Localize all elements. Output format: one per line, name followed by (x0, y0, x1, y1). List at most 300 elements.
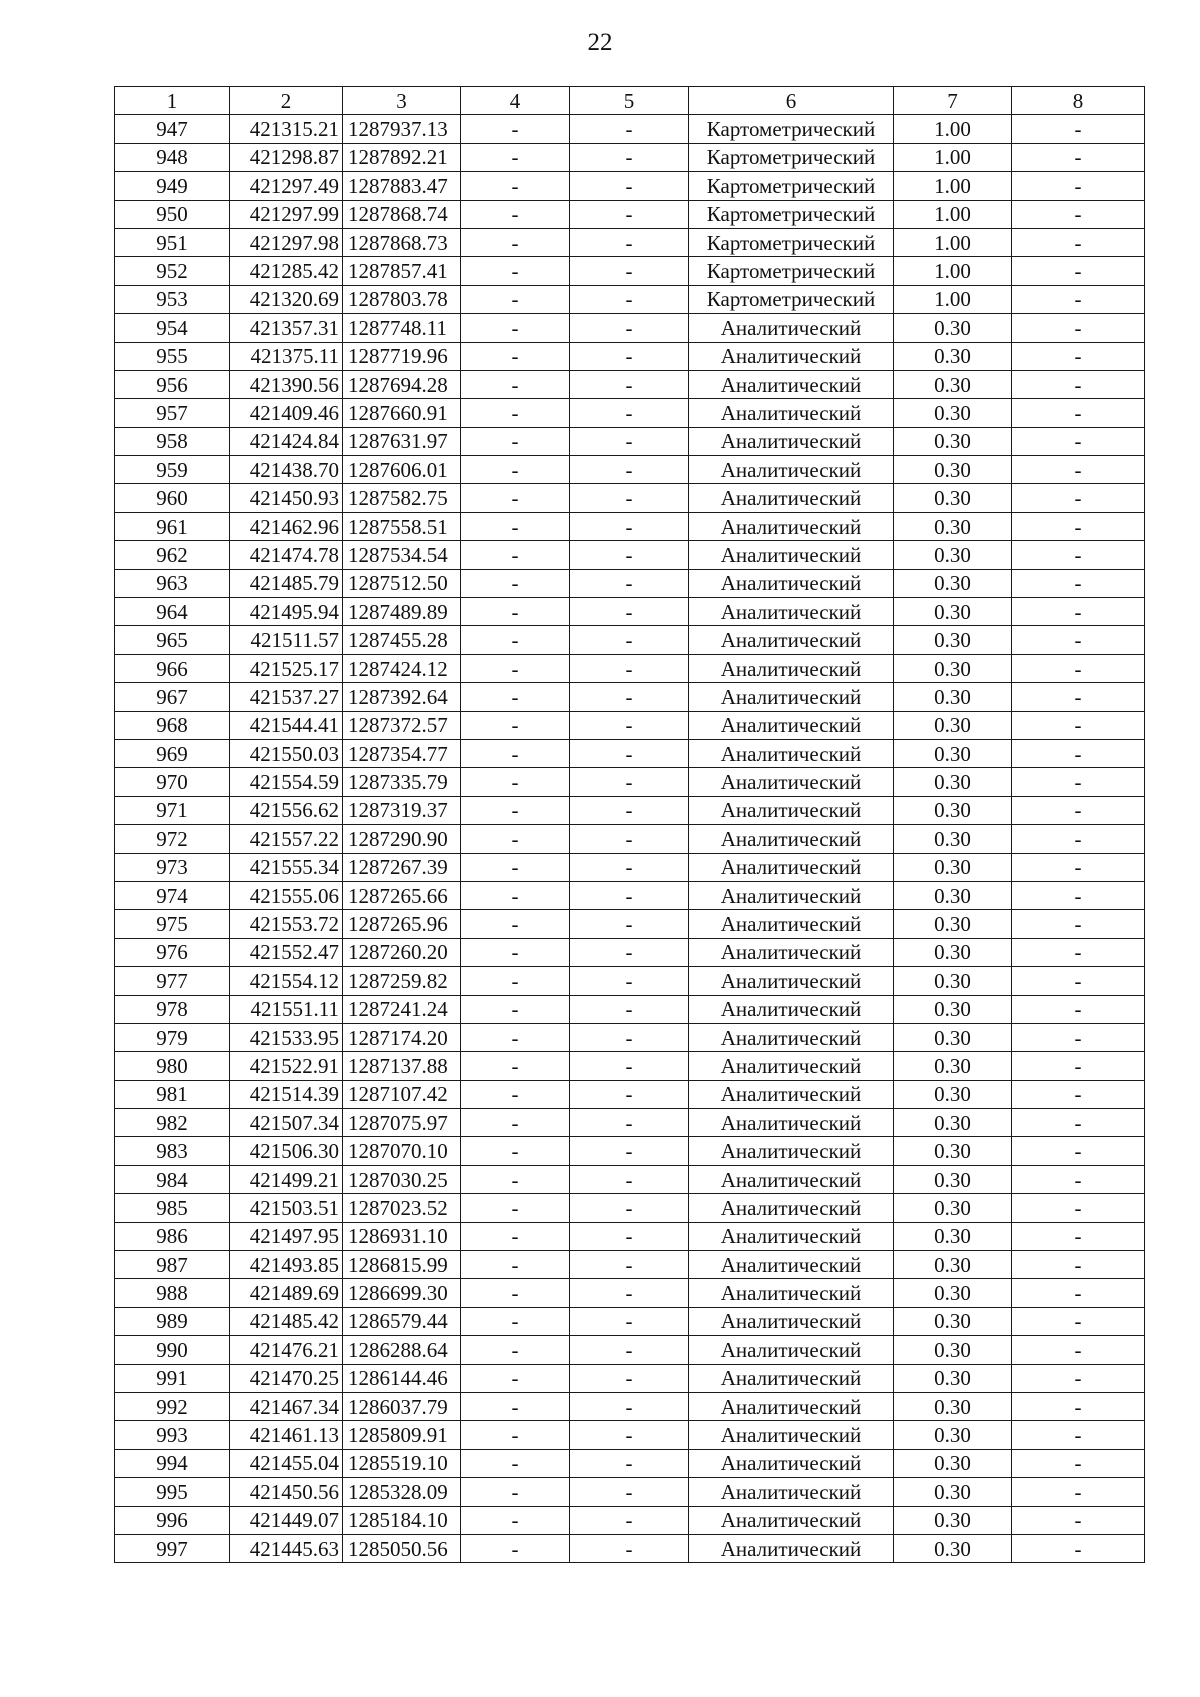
x-coordinate-cell: 421424.84 (230, 427, 343, 455)
point-number-cell: 962 (115, 541, 230, 569)
col5-cell: - (570, 285, 689, 313)
method-cell: Картометрический (689, 143, 894, 171)
col8-cell: - (1012, 1478, 1145, 1506)
accuracy-cell: 0.30 (894, 1364, 1012, 1392)
method-cell: Аналитический (689, 1478, 894, 1506)
col5-cell: - (570, 967, 689, 995)
point-number-cell: 993 (115, 1421, 230, 1449)
method-cell: Аналитический (689, 1165, 894, 1193)
col8-cell: - (1012, 1421, 1145, 1449)
col4-cell: - (461, 456, 570, 484)
method-cell: Аналитический (689, 796, 894, 824)
col8-cell: - (1012, 228, 1145, 256)
y-coordinate-cell: 1287372.57 (343, 711, 461, 739)
method-cell: Аналитический (689, 1137, 894, 1165)
column-header: 8 (1012, 87, 1145, 115)
coordinates-table (114, 86, 1145, 1563)
col5-cell: - (570, 1052, 689, 1080)
accuracy-cell: 0.30 (894, 825, 1012, 853)
col4-cell: - (461, 1222, 570, 1250)
col5-cell: - (570, 853, 689, 881)
accuracy-cell: 0.30 (894, 1052, 1012, 1080)
accuracy-cell: 0.30 (894, 711, 1012, 739)
accuracy-cell: 0.30 (894, 427, 1012, 455)
x-coordinate-cell: 421461.13 (230, 1421, 343, 1449)
point-number-cell: 969 (115, 739, 230, 767)
col8-cell: - (1012, 739, 1145, 767)
accuracy-cell: 0.30 (894, 456, 1012, 484)
x-coordinate-cell: 421499.21 (230, 1165, 343, 1193)
col8-cell: - (1012, 1392, 1145, 1420)
method-cell: Аналитический (689, 399, 894, 427)
x-coordinate-cell: 421554.59 (230, 768, 343, 796)
point-number-cell: 977 (115, 967, 230, 995)
y-coordinate-cell: 1287267.39 (343, 853, 461, 881)
method-cell: Картометрический (689, 200, 894, 228)
col8-cell: - (1012, 1251, 1145, 1279)
col5-cell: - (570, 172, 689, 200)
table-row (115, 1279, 1145, 1307)
method-cell: Аналитический (689, 1222, 894, 1250)
col4-cell: - (461, 1478, 570, 1506)
table-row (115, 768, 1145, 796)
y-coordinate-cell: 1287392.64 (343, 683, 461, 711)
y-coordinate-cell: 1287748.11 (343, 314, 461, 342)
method-cell: Аналитический (689, 654, 894, 682)
col8-cell: - (1012, 1449, 1145, 1477)
col8-cell: - (1012, 1109, 1145, 1137)
table-row (115, 370, 1145, 398)
col8-cell: - (1012, 995, 1145, 1023)
table-body (115, 115, 1145, 1563)
accuracy-cell: 0.30 (894, 995, 1012, 1023)
table-row (115, 683, 1145, 711)
y-coordinate-cell: 1285184.10 (343, 1506, 461, 1534)
y-coordinate-cell: 1287075.97 (343, 1109, 461, 1137)
col4-cell: - (461, 1052, 570, 1080)
point-number-cell: 982 (115, 1109, 230, 1137)
col5-cell: - (570, 825, 689, 853)
method-cell: Аналитический (689, 739, 894, 767)
col4-cell: - (461, 739, 570, 767)
x-coordinate-cell: 421533.95 (230, 1023, 343, 1051)
method-cell: Аналитический (689, 1449, 894, 1477)
method-cell: Картометрический (689, 172, 894, 200)
column-header: 4 (461, 87, 570, 115)
header-row (115, 87, 1145, 115)
column-header: 3 (343, 87, 461, 115)
col5-cell: - (570, 370, 689, 398)
col5-cell: - (570, 143, 689, 171)
method-cell: Картометрический (689, 228, 894, 256)
x-coordinate-cell: 421554.12 (230, 967, 343, 995)
y-coordinate-cell: 1287107.42 (343, 1080, 461, 1108)
method-cell: Аналитический (689, 1307, 894, 1335)
col8-cell: - (1012, 200, 1145, 228)
accuracy-cell: 0.30 (894, 654, 1012, 682)
col4-cell: - (461, 768, 570, 796)
col4-cell: - (461, 1165, 570, 1193)
accuracy-cell: 0.30 (894, 739, 1012, 767)
col4-cell: - (461, 626, 570, 654)
y-coordinate-cell: 1285328.09 (343, 1478, 461, 1506)
method-cell: Аналитический (689, 370, 894, 398)
y-coordinate-cell: 1286931.10 (343, 1222, 461, 1250)
method-cell: Аналитический (689, 967, 894, 995)
table-row (115, 853, 1145, 881)
col4-cell: - (461, 654, 570, 682)
method-cell: Аналитический (689, 881, 894, 909)
x-coordinate-cell: 421552.47 (230, 938, 343, 966)
table-row (115, 910, 1145, 938)
point-number-cell: 983 (115, 1137, 230, 1165)
x-coordinate-cell: 421449.07 (230, 1506, 343, 1534)
y-coordinate-cell: 1286144.46 (343, 1364, 461, 1392)
col4-cell: - (461, 512, 570, 540)
table-row (115, 427, 1145, 455)
accuracy-cell: 0.30 (894, 399, 1012, 427)
accuracy-cell: 0.30 (894, 1506, 1012, 1534)
col8-cell: - (1012, 1506, 1145, 1534)
point-number-cell: 966 (115, 654, 230, 682)
x-coordinate-cell: 421450.56 (230, 1478, 343, 1506)
table-row (115, 1449, 1145, 1477)
method-cell: Аналитический (689, 1534, 894, 1562)
y-coordinate-cell: 1287868.74 (343, 200, 461, 228)
x-coordinate-cell: 421506.30 (230, 1137, 343, 1165)
y-coordinate-cell: 1287023.52 (343, 1194, 461, 1222)
point-number-cell: 992 (115, 1392, 230, 1420)
x-coordinate-cell: 421297.99 (230, 200, 343, 228)
x-coordinate-cell: 421485.42 (230, 1307, 343, 1335)
point-number-cell: 994 (115, 1449, 230, 1477)
point-number-cell: 987 (115, 1251, 230, 1279)
col8-cell: - (1012, 1534, 1145, 1562)
col4-cell: - (461, 1534, 570, 1562)
table-row (115, 1222, 1145, 1250)
column-header: 7 (894, 87, 1012, 115)
method-cell: Аналитический (689, 512, 894, 540)
point-number-cell: 988 (115, 1279, 230, 1307)
y-coordinate-cell: 1287489.89 (343, 598, 461, 626)
method-cell: Аналитический (689, 1023, 894, 1051)
col5-cell: - (570, 427, 689, 455)
y-coordinate-cell: 1287265.66 (343, 881, 461, 909)
col8-cell: - (1012, 1165, 1145, 1193)
point-number-cell: 979 (115, 1023, 230, 1051)
col4-cell: - (461, 881, 570, 909)
col8-cell: - (1012, 881, 1145, 909)
y-coordinate-cell: 1287174.20 (343, 1023, 461, 1051)
x-coordinate-cell: 421462.96 (230, 512, 343, 540)
col4-cell: - (461, 598, 570, 626)
col4-cell: - (461, 143, 570, 171)
col5-cell: - (570, 1137, 689, 1165)
page-number: 22 (587, 29, 613, 56)
method-cell: Аналитический (689, 711, 894, 739)
method-cell: Картометрический (689, 257, 894, 285)
x-coordinate-cell: 421537.27 (230, 683, 343, 711)
col4-cell: - (461, 683, 570, 711)
col5-cell: - (570, 314, 689, 342)
col4-cell: - (461, 1023, 570, 1051)
col5-cell: - (570, 228, 689, 256)
point-number-cell: 991 (115, 1364, 230, 1392)
method-cell: Аналитический (689, 1336, 894, 1364)
method-cell: Аналитический (689, 1364, 894, 1392)
table-row (115, 1336, 1145, 1364)
x-coordinate-cell: 421297.49 (230, 172, 343, 200)
col5-cell: - (570, 1222, 689, 1250)
table-row (115, 626, 1145, 654)
col8-cell: - (1012, 370, 1145, 398)
accuracy-cell: 1.00 (894, 115, 1012, 143)
col8-cell: - (1012, 598, 1145, 626)
x-coordinate-cell: 421298.87 (230, 143, 343, 171)
table-row (115, 115, 1145, 143)
table-row (115, 285, 1145, 313)
col8-cell: - (1012, 1307, 1145, 1335)
x-coordinate-cell: 421489.69 (230, 1279, 343, 1307)
accuracy-cell: 0.30 (894, 1251, 1012, 1279)
point-number-cell: 953 (115, 285, 230, 313)
col5-cell: - (570, 1080, 689, 1108)
col8-cell: - (1012, 796, 1145, 824)
point-number-cell: 981 (115, 1080, 230, 1108)
col5-cell: - (570, 654, 689, 682)
col4-cell: - (461, 1449, 570, 1477)
point-number-cell: 975 (115, 910, 230, 938)
x-coordinate-cell: 421553.72 (230, 910, 343, 938)
col5-cell: - (570, 456, 689, 484)
column-header: 2 (230, 87, 343, 115)
method-cell: Аналитический (689, 1109, 894, 1137)
point-number-cell: 968 (115, 711, 230, 739)
col4-cell: - (461, 1251, 570, 1279)
x-coordinate-cell: 421445.63 (230, 1534, 343, 1562)
table-row (115, 1534, 1145, 1562)
column-header: 6 (689, 87, 894, 115)
table-row (115, 172, 1145, 200)
accuracy-cell: 0.30 (894, 1534, 1012, 1562)
point-number-cell: 956 (115, 370, 230, 398)
accuracy-cell: 0.30 (894, 626, 1012, 654)
point-number-cell: 959 (115, 456, 230, 484)
y-coordinate-cell: 1285809.91 (343, 1421, 461, 1449)
table-row (115, 654, 1145, 682)
table-row (115, 314, 1145, 342)
point-number-cell: 995 (115, 1478, 230, 1506)
col4-cell: - (461, 967, 570, 995)
x-coordinate-cell: 421438.70 (230, 456, 343, 484)
col4-cell: - (461, 1421, 570, 1449)
point-number-cell: 955 (115, 342, 230, 370)
y-coordinate-cell: 1287606.01 (343, 456, 461, 484)
col5-cell: - (570, 1165, 689, 1193)
table-row (115, 1478, 1145, 1506)
col8-cell: - (1012, 456, 1145, 484)
method-cell: Аналитический (689, 683, 894, 711)
x-coordinate-cell: 421476.21 (230, 1336, 343, 1364)
accuracy-cell: 0.30 (894, 853, 1012, 881)
x-coordinate-cell: 421390.56 (230, 370, 343, 398)
accuracy-cell: 0.30 (894, 1279, 1012, 1307)
y-coordinate-cell: 1287631.97 (343, 427, 461, 455)
x-coordinate-cell: 421550.03 (230, 739, 343, 767)
y-coordinate-cell: 1286699.30 (343, 1279, 461, 1307)
col5-cell: - (570, 768, 689, 796)
accuracy-cell: 0.30 (894, 512, 1012, 540)
y-coordinate-cell: 1287937.13 (343, 115, 461, 143)
col8-cell: - (1012, 938, 1145, 966)
method-cell: Аналитический (689, 768, 894, 796)
x-coordinate-cell: 421409.46 (230, 399, 343, 427)
col4-cell: - (461, 1194, 570, 1222)
method-cell: Аналитический (689, 1080, 894, 1108)
y-coordinate-cell: 1287241.24 (343, 995, 461, 1023)
col5-cell: - (570, 910, 689, 938)
col5-cell: - (570, 512, 689, 540)
table-row (115, 1392, 1145, 1420)
y-coordinate-cell: 1286288.64 (343, 1336, 461, 1364)
table-row (115, 1307, 1145, 1335)
x-coordinate-cell: 421474.78 (230, 541, 343, 569)
col8-cell: - (1012, 711, 1145, 739)
x-coordinate-cell: 421493.85 (230, 1251, 343, 1279)
y-coordinate-cell: 1287534.54 (343, 541, 461, 569)
table-row (115, 881, 1145, 909)
method-cell: Аналитический (689, 1279, 894, 1307)
col8-cell: - (1012, 342, 1145, 370)
table-row (115, 1137, 1145, 1165)
col8-cell: - (1012, 484, 1145, 512)
col4-cell: - (461, 1336, 570, 1364)
point-number-cell: 967 (115, 683, 230, 711)
y-coordinate-cell: 1286815.99 (343, 1251, 461, 1279)
col4-cell: - (461, 370, 570, 398)
col8-cell: - (1012, 1080, 1145, 1108)
accuracy-cell: 0.30 (894, 938, 1012, 966)
y-coordinate-cell: 1287070.10 (343, 1137, 461, 1165)
accuracy-cell: 0.30 (894, 1109, 1012, 1137)
method-cell: Аналитический (689, 342, 894, 370)
col5-cell: - (570, 739, 689, 767)
accuracy-cell: 0.30 (894, 1222, 1012, 1250)
col4-cell: - (461, 427, 570, 455)
table-row (115, 1052, 1145, 1080)
col4-cell: - (461, 1506, 570, 1534)
method-cell: Аналитический (689, 314, 894, 342)
table-row (115, 1080, 1145, 1108)
col8-cell: - (1012, 1336, 1145, 1364)
table-row (115, 1109, 1145, 1137)
x-coordinate-cell: 421470.25 (230, 1364, 343, 1392)
accuracy-cell: 0.30 (894, 1137, 1012, 1165)
point-number-cell: 965 (115, 626, 230, 654)
col5-cell: - (570, 115, 689, 143)
accuracy-cell: 0.30 (894, 569, 1012, 597)
col8-cell: - (1012, 172, 1145, 200)
col5-cell: - (570, 1023, 689, 1051)
table-row (115, 399, 1145, 427)
method-cell: Аналитический (689, 484, 894, 512)
x-coordinate-cell: 421503.51 (230, 1194, 343, 1222)
col5-cell: - (570, 1449, 689, 1477)
table-row (115, 1165, 1145, 1193)
accuracy-cell: 0.30 (894, 1392, 1012, 1420)
y-coordinate-cell: 1287660.91 (343, 399, 461, 427)
x-coordinate-cell: 421525.17 (230, 654, 343, 682)
point-number-cell: 954 (115, 314, 230, 342)
col8-cell: - (1012, 683, 1145, 711)
col8-cell: - (1012, 1194, 1145, 1222)
y-coordinate-cell: 1287582.75 (343, 484, 461, 512)
method-cell: Аналитический (689, 569, 894, 597)
table-row (115, 967, 1145, 995)
col5-cell: - (570, 881, 689, 909)
table-row (115, 569, 1145, 597)
accuracy-cell: 0.30 (894, 1080, 1012, 1108)
method-cell: Аналитический (689, 1392, 894, 1420)
x-coordinate-cell: 421357.31 (230, 314, 343, 342)
col5-cell: - (570, 1421, 689, 1449)
y-coordinate-cell: 1287335.79 (343, 768, 461, 796)
point-number-cell: 958 (115, 427, 230, 455)
col8-cell: - (1012, 825, 1145, 853)
col5-cell: - (570, 1364, 689, 1392)
y-coordinate-cell: 1287030.25 (343, 1165, 461, 1193)
y-coordinate-cell: 1287892.21 (343, 143, 461, 171)
col5-cell: - (570, 342, 689, 370)
col4-cell: - (461, 1364, 570, 1392)
accuracy-cell: 1.00 (894, 143, 1012, 171)
point-number-cell: 960 (115, 484, 230, 512)
y-coordinate-cell: 1287265.96 (343, 910, 461, 938)
accuracy-cell: 0.30 (894, 910, 1012, 938)
col5-cell: - (570, 541, 689, 569)
point-number-cell: 973 (115, 853, 230, 881)
col5-cell: - (570, 1109, 689, 1137)
accuracy-cell: 0.30 (894, 370, 1012, 398)
y-coordinate-cell: 1287883.47 (343, 172, 461, 200)
col4-cell: - (461, 399, 570, 427)
method-cell: Аналитический (689, 825, 894, 853)
col5-cell: - (570, 569, 689, 597)
x-coordinate-cell: 421285.42 (230, 257, 343, 285)
col4-cell: - (461, 115, 570, 143)
y-coordinate-cell: 1287857.41 (343, 257, 461, 285)
point-number-cell: 989 (115, 1307, 230, 1335)
col8-cell: - (1012, 1052, 1145, 1080)
y-coordinate-cell: 1287290.90 (343, 825, 461, 853)
point-number-cell: 970 (115, 768, 230, 796)
table-row (115, 825, 1145, 853)
col8-cell: - (1012, 1137, 1145, 1165)
col5-cell: - (570, 257, 689, 285)
table-row (115, 143, 1145, 171)
table-row (115, 512, 1145, 540)
method-cell: Аналитический (689, 427, 894, 455)
y-coordinate-cell: 1287803.78 (343, 285, 461, 313)
x-coordinate-cell: 421507.34 (230, 1109, 343, 1137)
col8-cell: - (1012, 1222, 1145, 1250)
accuracy-cell: 0.30 (894, 541, 1012, 569)
point-number-cell: 974 (115, 881, 230, 909)
accuracy-cell: 0.30 (894, 484, 1012, 512)
table-row (115, 598, 1145, 626)
y-coordinate-cell: 1287455.28 (343, 626, 461, 654)
x-coordinate-cell: 421495.94 (230, 598, 343, 626)
